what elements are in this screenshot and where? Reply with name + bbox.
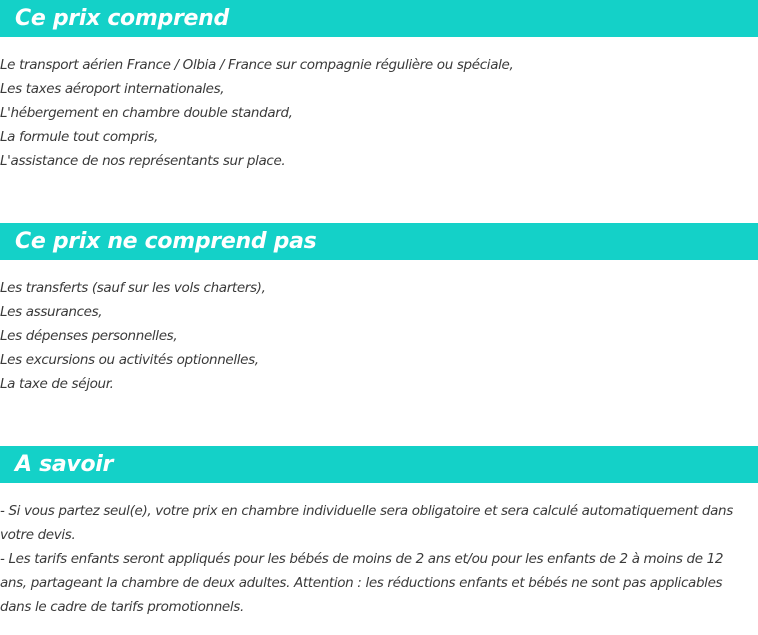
not-included-item: Les dépenses personnelles, — [0, 328, 178, 344]
section-body-included — [0, 53, 758, 173]
section-body-not-included — [0, 276, 758, 396]
not-included-item: Les excursions ou activités optionnelles, — [0, 352, 259, 368]
included-item: Les taxes aéroport internationales, — [0, 81, 225, 97]
not-included-item: Les transferts (sauf sur les vols charters), — [0, 280, 266, 296]
not-included-item: Les assurances, — [0, 304, 103, 320]
section-header-included: Ce prix comprend — [0, 0, 758, 37]
included-item: Le transport aérien France / Olbia / France sur compagnie régulière ou spéciale, — [0, 57, 514, 73]
good-to-know-paragraph: - Les tarifs enfants seront appliqués pour les bébés de moins de 2 ans et/ou pour les enfants de 2 à moins de 12 ans, partageant la chambre de deux adultes. Attention : les réductions enfants et bébés ne sont pas applicables dans le cadre de tarifs promotionnels. — [0, 551, 724, 615]
not-included-item: La taxe de séjour. — [0, 376, 114, 392]
section-body-good-to-know — [0, 499, 758, 619]
included-item: La formule tout compris, — [0, 129, 159, 145]
section-header-not-included: Ce prix ne comprend pas — [0, 223, 758, 260]
included-item: L'assistance de nos représentants sur place. — [0, 153, 286, 169]
included-item: L'hébergement en chambre double standard, — [0, 105, 293, 121]
good-to-know-paragraph: - Si vous partez seul(e), votre prix en chambre individuelle sera obligatoire et sera calculé automatiquement dans votre devis. — [0, 503, 733, 543]
section-header-good-to-know: A savoir — [0, 446, 758, 483]
